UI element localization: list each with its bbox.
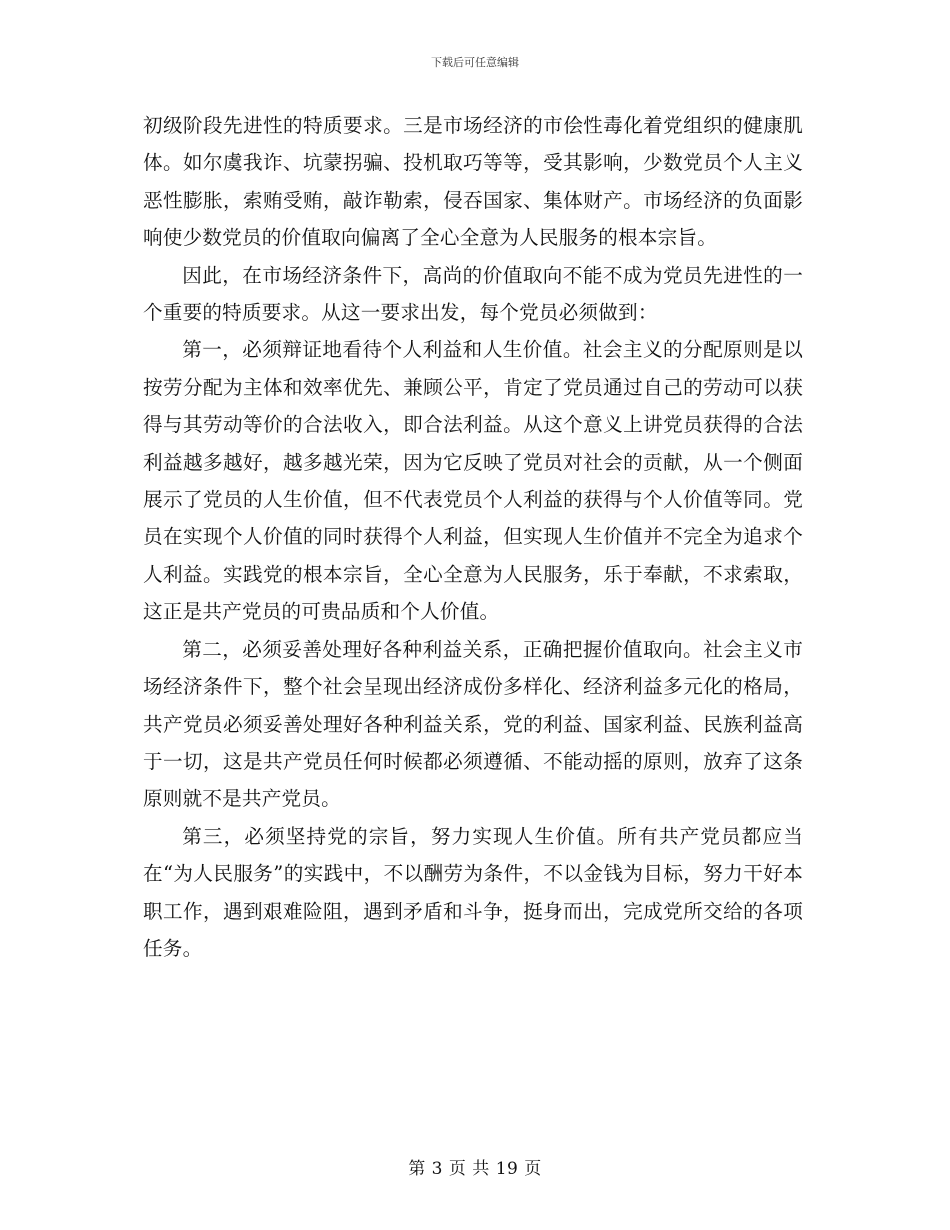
paragraph-4: 第二，必须妥善处理好各种利益关系，正确把握价值取向。社会主义市场经济条件下，整个社会呈现出经济成份多样化、经济利益多元化的格局，共产党员必须妥善处理好各种利益关系，党的利益、国家利益、民族利益高于一切，这是共产党员任何时候都必须遵循、不能动摇的原则，放弃了这条原则就不是共产党员。 (143, 637, 803, 811)
paragraph-1: 初级阶段先进性的特质要求。三是市场经济的市侩性毒化着党组织的健康肌体。如尔虞我诈、坑蒙拐骗、投机取巧等等，受其影响，少数党员个人主义恶性膨胀，索贿受贿，敲诈勒索，侵吞国家、集体财产。市场经济的负面影响使少数党员的价值取向偏离了全心全意为人民服务的根本宗旨。 (143, 114, 803, 250)
paragraph-2: 因此，在市场经济条件下，高尚的价值取向不能不成为党员先进性的一个重要的特质要求。从这一要求出发，每个党员必须做到： (143, 263, 803, 325)
paragraph-3: 第一，必须辩证地看待个人利益和人生价值。社会主义的分配原则是以按劳分配为主体和效率优先、兼顾公平，肯定了党员通过自己的劳动可以获得与其劳动等价的合法收入，即合法利益。从这个意义上讲党员获得的合法利益越多越好，越多越光荣，因为它反映了党员对社会的贡献，从一个侧面展示了党员的人生价值，但不代表党员个人利益的获得与个人价值等同。党员在实现个人价值的同时获得个人利益，但实现人生价值并不完全为追求个人利益。实践党的根本宗旨，全心全意为人民服务，乐于奉献，不求索取，这正是共产党员的可贵品质和个人价值。 (143, 338, 803, 624)
page-header: 下载后可任意编辑 (431, 56, 519, 69)
paragraph-5: 第三，必须坚持党的宗旨，努力实现人生价值。所有共产党员都应当在“为人民服务”的实践中，不以酬劳为条件，不以金钱为目标，努力干好本职工作，遇到艰难险阻，遇到矛盾和斗争，挺身而出，完成党所交给的各项任务。 (143, 824, 803, 960)
document-body (143, 107, 803, 967)
page-footer: 第 3 页 共 19 页 (408, 1159, 542, 1179)
